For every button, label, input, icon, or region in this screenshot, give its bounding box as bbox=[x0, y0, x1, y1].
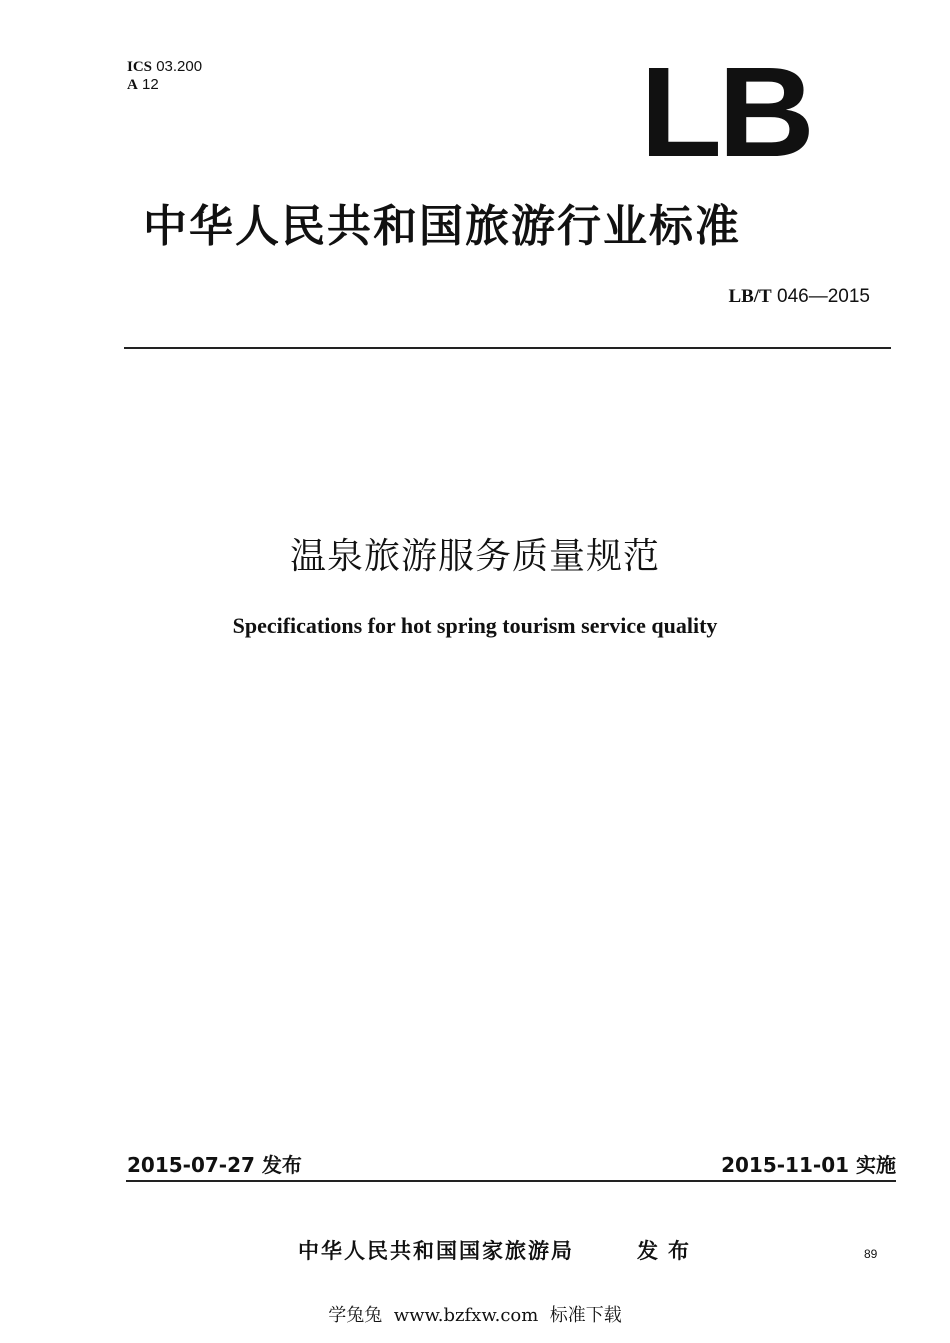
standard-number: LB/T 046—2015 bbox=[728, 286, 870, 307]
title-english: Specifications for hot spring tourism service quality bbox=[232, 613, 718, 638]
classification-codes bbox=[127, 58, 202, 94]
ccs-code: A 12 bbox=[127, 76, 159, 93]
org-title: 中华人民共和国旅游行业标准 bbox=[143, 201, 741, 252]
top-divider bbox=[124, 347, 891, 349]
footer-watermark: 学兔兔 www.bzfxw.com 标准下载 bbox=[328, 1305, 622, 1326]
title-chinese: 温泉旅游服务质量规范 bbox=[289, 536, 660, 577]
lb-logo: LB bbox=[640, 41, 811, 184]
bottom-divider bbox=[126, 1180, 896, 1182]
issue-label: 发布 bbox=[637, 1239, 699, 1263]
ics-code: ICS 03.200 bbox=[127, 58, 203, 75]
publish-date: 2015-07-27 发布 bbox=[127, 1153, 302, 1177]
implement-date: 2015-11-01 实施 bbox=[721, 1153, 896, 1177]
page-number: 89 bbox=[864, 1247, 878, 1261]
issuer: 中华人民共和国国家旅游局 bbox=[298, 1239, 574, 1263]
